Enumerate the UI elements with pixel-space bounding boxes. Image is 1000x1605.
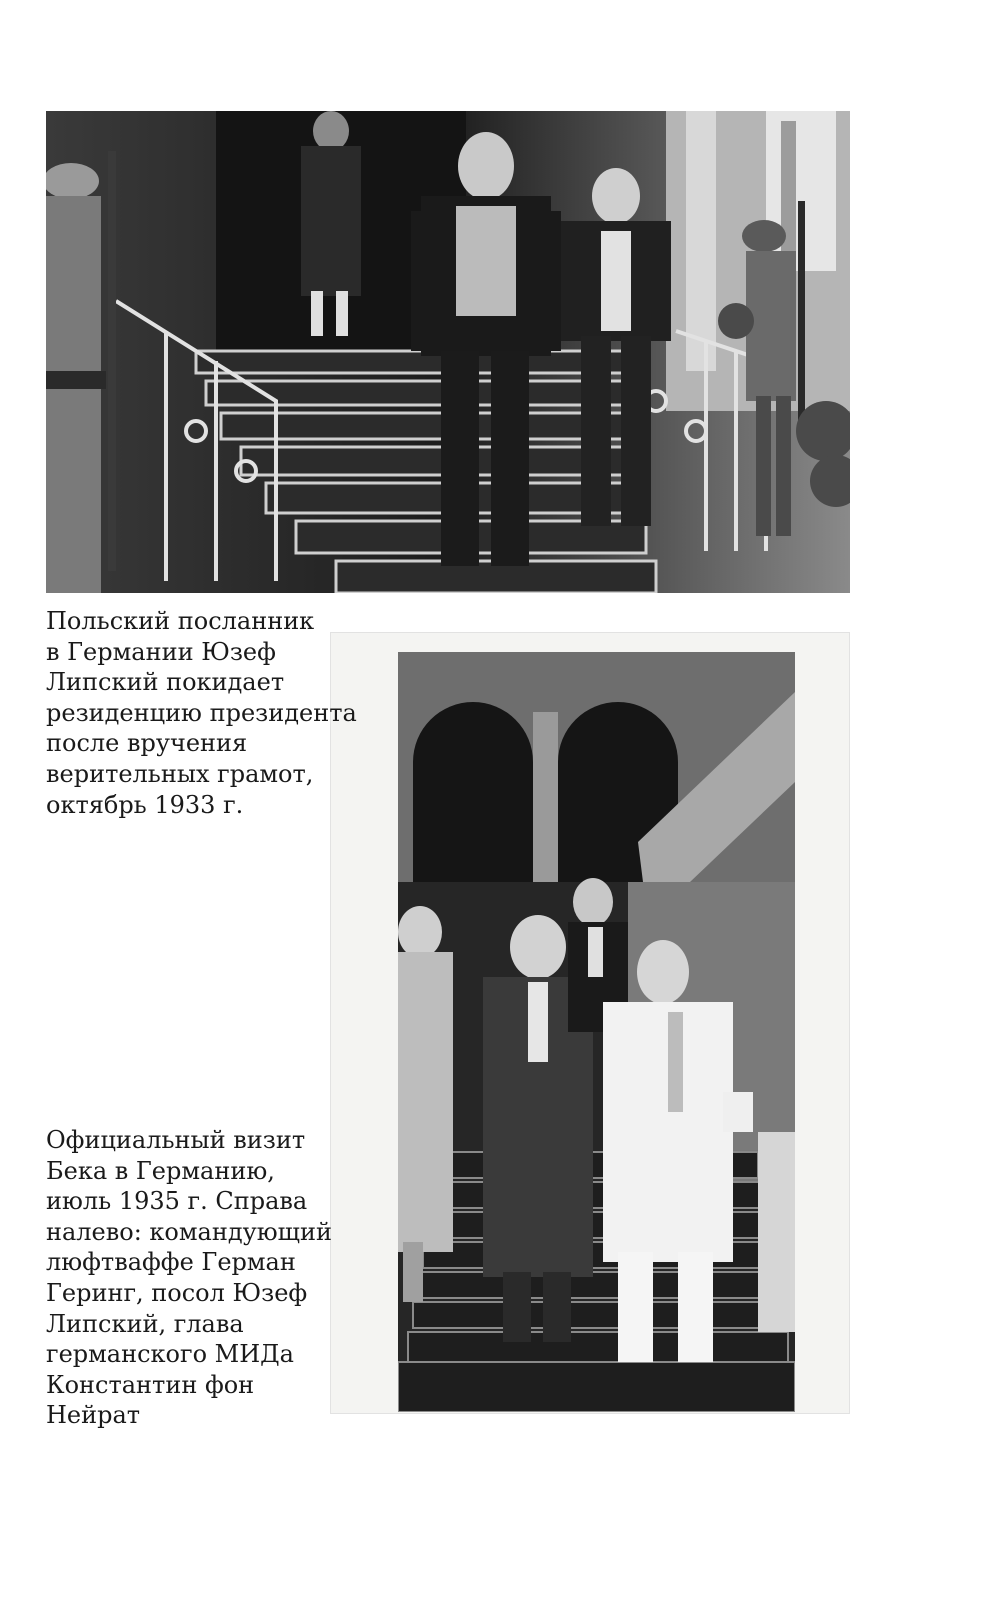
caption-line: октябрь 1933 г.	[46, 790, 244, 819]
caption-line: Официальный визит	[46, 1126, 306, 1154]
caption-line: июль 1935 г. Справа	[46, 1187, 308, 1216]
caption-line: Польский посланник	[46, 607, 315, 635]
caption-line: Геринг, посол Юзеф	[46, 1278, 308, 1307]
caption-line: после вручения	[46, 729, 248, 758]
caption-embassy-steps	[46, 606, 357, 820]
caption-line: резиденцию президента	[46, 698, 357, 727]
photo-embassy-steps-image	[46, 111, 850, 593]
caption-line: верительных грамот,	[46, 759, 314, 788]
caption-line: Бека в Германию,	[46, 1156, 275, 1185]
caption-official-visit	[46, 1125, 332, 1431]
photo-official-visit	[398, 652, 795, 1412]
caption-line: германского МИДа	[46, 1340, 294, 1369]
caption-line: люфтваффе Герман	[46, 1248, 296, 1277]
caption-line: Липский покидает	[46, 668, 285, 697]
caption-line: налево: командующий	[46, 1217, 332, 1246]
photo-embassy-steps	[46, 111, 850, 593]
caption-line: в Германии Юзеф	[46, 637, 276, 666]
caption-line: Липский, глава	[46, 1309, 244, 1338]
photo-official-visit-image	[398, 652, 795, 1412]
caption-line: Константин фон	[46, 1370, 255, 1399]
caption-line: Нейрат	[46, 1401, 141, 1430]
